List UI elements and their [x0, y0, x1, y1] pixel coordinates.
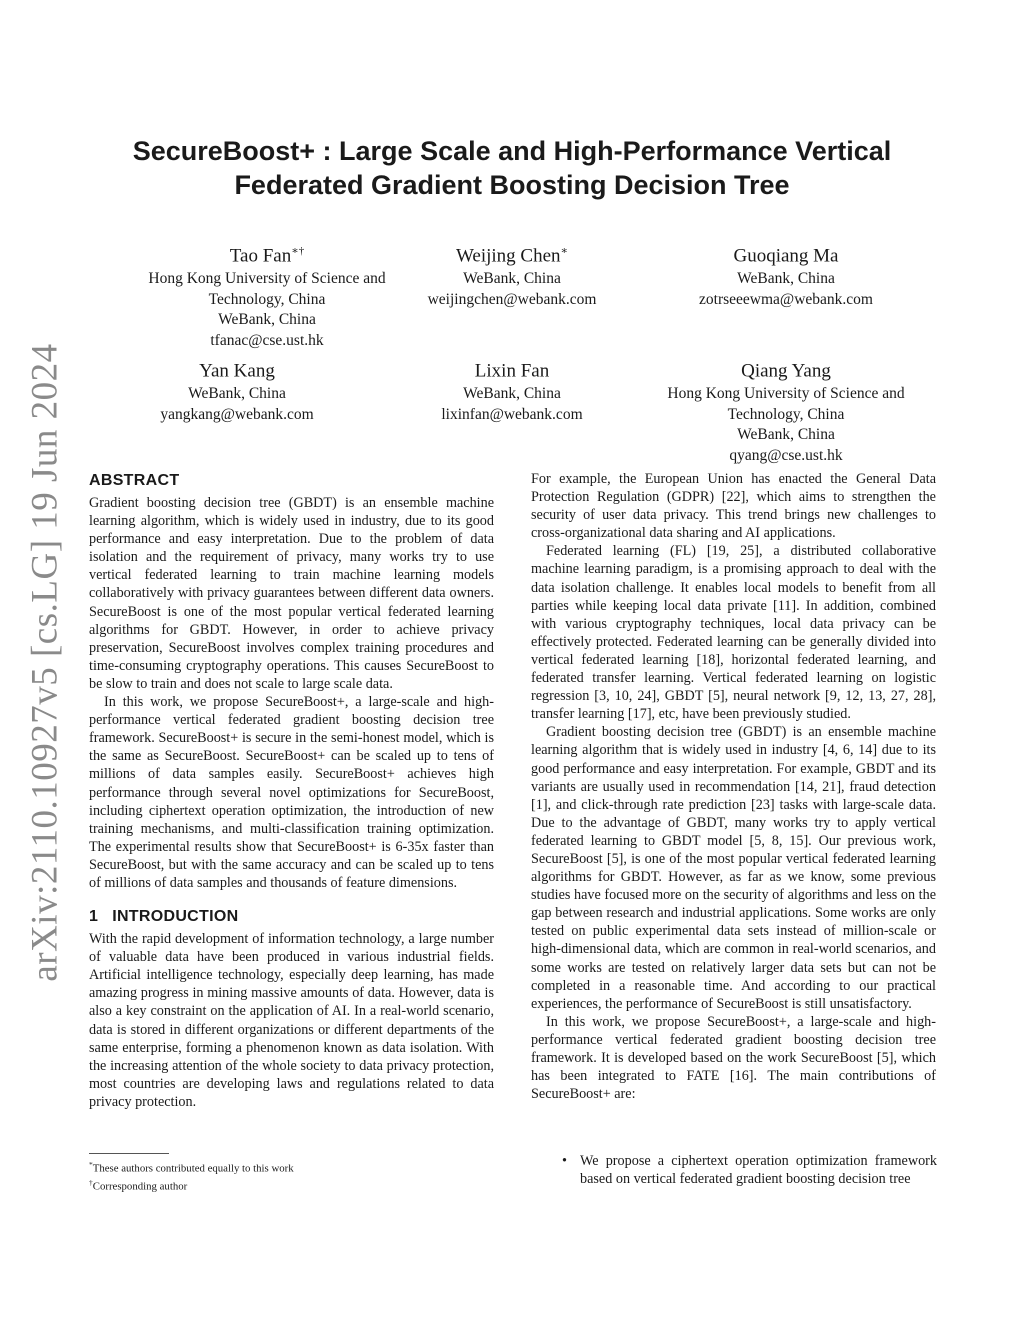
author-name: Yan Kang — [199, 360, 275, 382]
intro-paragraph: For example, the European Union has enacted the General Data Protection Regulation (GDPR) [22], which aims to strengthen the security of user data privacy. This trend brings new challenges to cross-organizational data sharing and AI applications. — [531, 471, 936, 542]
author-block-weijing-chen — [362, 238, 662, 310]
author-affiliation: WeBank, China — [463, 385, 561, 403]
right-column — [531, 470, 936, 1103]
author-name: Qiang Yang — [741, 360, 831, 382]
author-block-guoqiang-ma — [636, 238, 936, 310]
left-column — [89, 470, 494, 1111]
contribution-bullet — [562, 1152, 937, 1188]
abstract-heading: ABSTRACT — [89, 472, 180, 489]
footnote-corresponding-author: †Corresponding author — [89, 1178, 188, 1193]
author-affiliation: WeBank, China — [737, 426, 835, 444]
author-affiliation: WeBank, China — [463, 270, 561, 288]
author-email: weijingchen@webank.com — [427, 290, 597, 308]
intro-paragraph: With the rapid development of information technology, a large number of valuable data have been produced in various industrial fields. Artificial intelligence technology, especially deep learning, has made amazing progress in mining massive amounts of data. However, data is also a key constraint on the application of AI. In a real-world scenario, data is stored in different organizations or different departments of the same enterprise, forming a phenomenon known as data isolation. With the increasing attention of the whole society to data privacy protection, most countries are developing laws and regulations related to data privacy protection. — [89, 931, 494, 1110]
author-email: zotrseeewma@webank.com — [699, 290, 873, 308]
footnote-equal-contribution: *These authors contributed equally to this work — [89, 1160, 294, 1175]
paper-title-line-2: Federated Gradient Boosting Decision Tree — [234, 170, 790, 200]
author-name: Weijing Chen∗ — [455, 245, 569, 267]
abstract-paragraph: In this work, we propose SecureBoost+, a large-scale and high-performance vertical federated gradient boosting decision tree framework. SecureBoost+ is secure in the semi-honest model, which is the same as SecureBoost. SecureBoost+ can be scaled up to tens of millions of data samples easily. SecureBoost+ achieves high performance through several novel optimizations for SecureBoost, including ciphertext operation optimization, the introduction of new training mechanisms, and multi-classification training optimization. The experimental results show that SecureBoost+ is 6-35x faster than SecureBoost, but with the same accuracy and can be scaled up to tens of millions of data samples and thousands of feature dimensions. — [89, 694, 494, 891]
arxiv-identifier: arXiv:2110.10927v5 [cs.LG] 19 Jun 2024 — [24, 343, 66, 982]
author-name: Guoqiang Ma — [733, 245, 839, 267]
author-name: Tao Fan∗† — [229, 245, 305, 267]
paper-title-line-1: SecureBoost+ : Large Scale and High-Performance Vertical — [132, 136, 892, 166]
contribution-text: We propose a ciphertext operation optimization framework based on vertical federated gradient boosting decision tree — [580, 1153, 937, 1188]
author-email: tfanac@cse.ust.hk — [210, 331, 324, 349]
author-email: yangkang@webank.com — [160, 405, 314, 423]
introduction-heading — [89, 906, 494, 928]
abstract-paragraph: Gradient boosting decision tree (GBDT) is an ensemble machine learning algorithm, which is widely used in industry, due to its good performance and easy interpretation. Due to the problem of data isolation and the requirement of privacy, many works try to use vertical federated learning to train machine learning models collaboratively with privacy guarantees between different data owners. SecureBoost is one of the most popular vertical federated learning algorithms for GBDT. However, in order to achieve privacy preservation, SecureBoost involves complex training procedures and time-consuming cryptography operations. This causes SecureBoost to be slow to train and does not scale to large scale data. — [89, 495, 494, 692]
author-affiliation: WeBank, China — [737, 270, 835, 288]
footnotes — [89, 1158, 494, 1194]
footnote-divider — [89, 1153, 169, 1154]
author-email: qyang@cse.ust.hk — [729, 446, 843, 464]
author-affiliation: WeBank, China — [188, 385, 286, 403]
author-affiliation: Technology, China — [727, 405, 845, 423]
arxiv-sidebar — [0, 0, 90, 1325]
author-block-yan-kang — [87, 353, 387, 425]
author-name: Lixin Fan — [474, 360, 550, 382]
intro-paragraph: Federated learning (FL) [19, 25], a distributed collaborative machine learning paradigm, is a promising approach to deal with the data isolation challenge. It enables local models to benefit from all parties while keeping local data private [11]. In addition, combined with various cryptography techniques, local data privacy can be effectively protected. Federated learning can be generally divided into vertical federated learning [18], horizontal federated learning, and federated transfer learning. Vertical federated learning on logistic regression [3, 10, 24], GBDT [5], neural network [9, 12, 13, 27, 28], transfer learning [17], etc, have been previously studied. — [531, 543, 936, 723]
intro-paragraph: In this work, we propose SecureBoost+, a large-scale and high-performance vertical federated gradient boosting decision tree framework. It is developed based on the work SecureBoost [5], which has been integrated to FATE [16]. The main contributions of SecureBoost+ are: — [531, 1013, 936, 1103]
paper-title — [100, 134, 924, 202]
bullet-point-icon: • — [562, 1153, 567, 1169]
author-affiliation: WeBank, China — [218, 311, 316, 329]
section-number: 1 — [89, 908, 99, 926]
intro-paragraph: Gradient boosting decision tree (GBDT) is an ensemble machine learning algorithm that is widely used in industry [4, 6, 14] due to its good performance and easy interpretation. For example, GBDT and its variants are usually used in recommendation [14, 21], fraud detection [1], and click-through rate prediction [23] tasks with large-scale data. Due to the advantage of GBDT, many works try to apply vertical federated learning to GBDT model [5, 8, 15]. Our previous work, SecureBoost [5], is one of the most popular vertical federated learning algorithms for GBDT. However, as far as we know, some previous studies have focused more on the security of algorithms and less on the gap between research and industrial applications. Some works are only tested on public experimental data sets instead of million-scale or high-dimensional data, which are common in real-world scenarios, and some works are tested on relatively larger data sets but can not be completed in a reasonable time. And according to our practical experiences, the performance of SecureBoost is still unsatisfactory. — [531, 724, 936, 1012]
author-affiliation: Technology, China — [208, 290, 326, 308]
author-email: lixinfan@webank.com — [441, 405, 583, 423]
section-title: INTRODUCTION — [112, 908, 239, 926]
author-block-qiang-yang — [611, 353, 961, 466]
author-affiliation: Hong Kong University of Science and — [667, 385, 905, 403]
author-affiliation: Hong Kong University of Science and — [148, 270, 386, 288]
